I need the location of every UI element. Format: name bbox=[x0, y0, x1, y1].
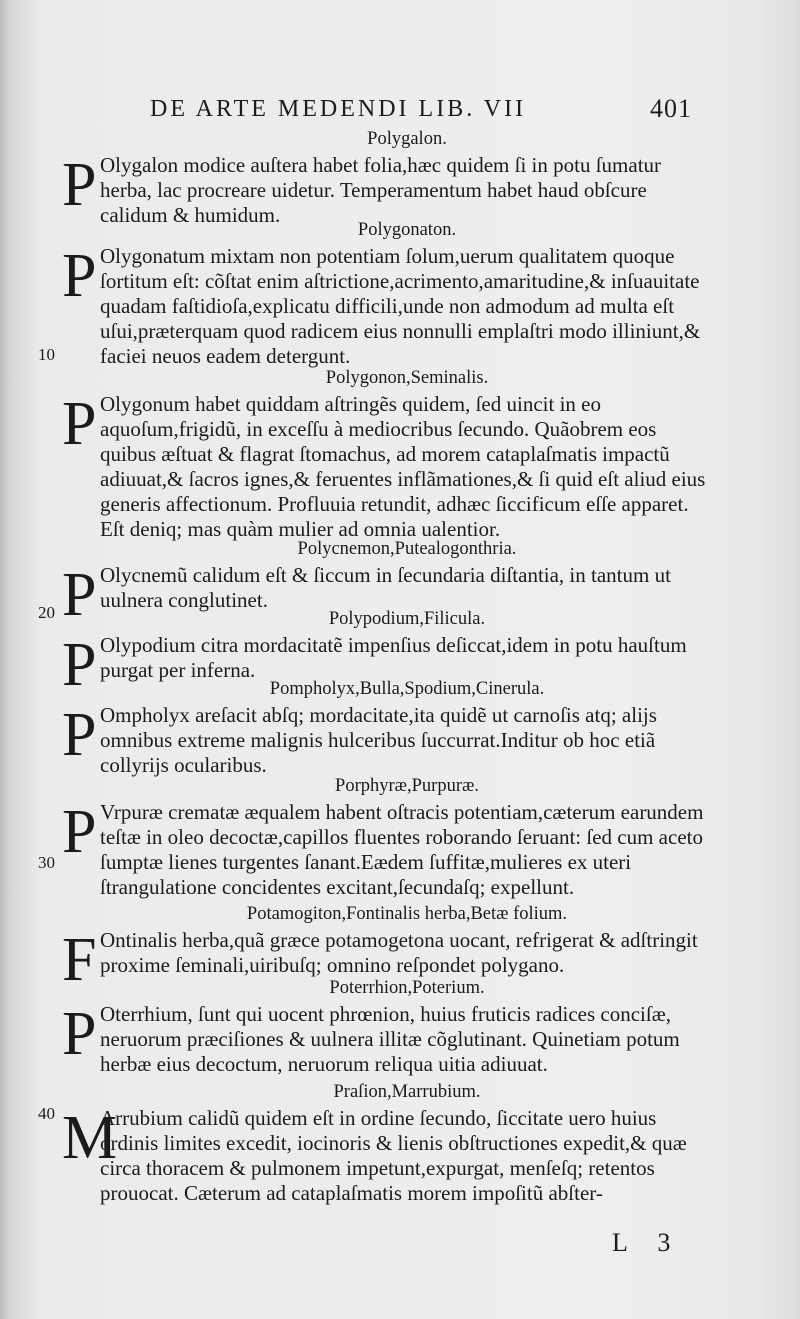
line-number: 40 bbox=[38, 1104, 55, 1123]
entry-heading: Potamogiton,Fontinalis herba,Betæ folium. bbox=[246, 904, 568, 924]
entry-pompholyx bbox=[62, 678, 712, 778]
entry-prasion bbox=[62, 1081, 712, 1206]
entry-text: Arrubium calidũ quidem eſt in ordine ſecundo, ſiccitate uero huius ordinis limites excedit, iocinoris & lienis obſtructiones expedit,& quæ circa thoracem & pulmonem impetunt,expurgat, menſeſq; retentos prouocat. Cæterum ad cataplaſmatis morem impoſitũ abſter- bbox=[100, 1106, 687, 1205]
entry-text: Olycnemũ calidum eſt & ſiccum in ſecundaria diſtantia, in tantum ut uulnera conglutinet. bbox=[100, 563, 671, 612]
entry-text: Ompholyx areſacit abſq; mordacitate,ita quidẽ ut carnoſis atq; alijs omnibus extreme malignis hulceribus ſuccurrat.Inditur ob hoc etiã collyrijs ocularibus. bbox=[100, 703, 657, 777]
drop-cap: P bbox=[62, 701, 97, 769]
drop-cap: M bbox=[62, 1104, 118, 1172]
running-header bbox=[150, 96, 710, 128]
line-number: 30 bbox=[38, 853, 55, 872]
entry-heading: Polygalon. bbox=[367, 129, 447, 149]
entry-polygalon bbox=[62, 128, 712, 228]
entry-text: Olypodium citra mordacitatẽ impenſius deſiccat,idem in potu hauſtum purgat per inferna. bbox=[100, 633, 687, 682]
drop-cap: P bbox=[62, 561, 97, 629]
entry-heading: Pompholyx,Bulla,Spodium,Cinerula. bbox=[269, 679, 545, 699]
entry-text: Oterrhium, ſunt qui uocent phrœnion, huius fruticis radices conciſæ, neruorum præciſiones & uulnera illitæ cõglutinant. Quinetiam potum herbæ eius decoctum, neruorum reliqua uitia adiuuat. bbox=[100, 1002, 680, 1076]
signature-mark: L 3 bbox=[612, 1228, 683, 1257]
entry-heading: Poterrhion,Poterium. bbox=[329, 978, 485, 998]
running-title: DE ARTE MEDENDI LIB. VII bbox=[150, 96, 527, 122]
entry-text: Olygalon modice auſtera habet folia,hæc quidem ſi in potu ſumatur herba, lac procreare uidetur. Temperamentum habet haud obſcure calidum & humidum. bbox=[100, 153, 662, 227]
drop-cap: P bbox=[62, 631, 97, 699]
entry-polygonon bbox=[62, 367, 712, 542]
entry-heading: Praſion,Marrubium. bbox=[333, 1082, 481, 1102]
line-number: 20 bbox=[38, 603, 55, 622]
drop-cap: P bbox=[62, 1000, 97, 1068]
entry-text: Olygonum habet quiddam aſtringẽs quidem, ſed uincit in eo aquoſum,frigidũ, in exceſſu à mediocribus ſecundo. Quãobrem eos quibus æſtuat & flagrat ſtomachus, ad morem cataplaſmatis impactũ adiuuat,& ſacros ignes,& feruentes inflãmationes,& ſi quid eſt aliud eius generis affectionum. Profluuia retundit, adhæc ſiccificum eſſe apparet. Eſt deniq; mas quàm mulier ad omnia ualentior. bbox=[100, 392, 706, 541]
entry-heading: Polypodium,Filicula. bbox=[328, 609, 486, 629]
entry-heading: Polygonaton. bbox=[357, 220, 457, 240]
entry-poterrhion bbox=[62, 977, 712, 1077]
entry-heading: Polygonon,Seminalis. bbox=[325, 368, 489, 388]
entry-heading: Polycnemon,Putealogonthria. bbox=[297, 539, 517, 559]
drop-cap: P bbox=[62, 242, 97, 310]
entry-text: Olygonatum mixtam non potentiam ſolum,uerum qualitatem quoque ſortitum eſt: cõſtat enim aſtrictione,acrimento,amaritudine,& inſuauitate quadam faſtidioſa,explicatu difficili,unde non admodum ad multa eſt uſui,præterquam quod radicem eius nonnulli emplaſtri modo illiniunt,& faciei neuos eadem detergunt. bbox=[100, 244, 701, 368]
entry-polygonaton bbox=[62, 219, 712, 369]
entry-heading: Porphyræ,Purpuræ. bbox=[335, 776, 479, 796]
page-number: 401 bbox=[650, 94, 692, 123]
drop-cap: P bbox=[62, 798, 97, 866]
entry-text: Ontinalis herba,quã græce potamogetona uocant, refrigerat & adſtringit proxime ſeminali,uiribuſq; omnino reſpondet polygano. bbox=[100, 928, 698, 977]
entry-text: Vrpuræ crematæ æqualem habent oſtracis potentiam,cæterum earundem teſtæ in oleo decoctæ,capillos fluentes roborando ſeruant: ſed cum aceto ſumptæ lienes turgentes ſanant.Eædem ſuffitæ,mulieres ex uteri ſtrangulatione concidentes excitant,ſecundaſq; expellunt. bbox=[100, 800, 704, 899]
drop-cap: P bbox=[62, 151, 97, 219]
drop-cap: P bbox=[62, 390, 97, 458]
line-number: 10 bbox=[38, 345, 55, 364]
entry-porphyrae bbox=[62, 775, 712, 900]
drop-cap: F bbox=[62, 926, 97, 994]
